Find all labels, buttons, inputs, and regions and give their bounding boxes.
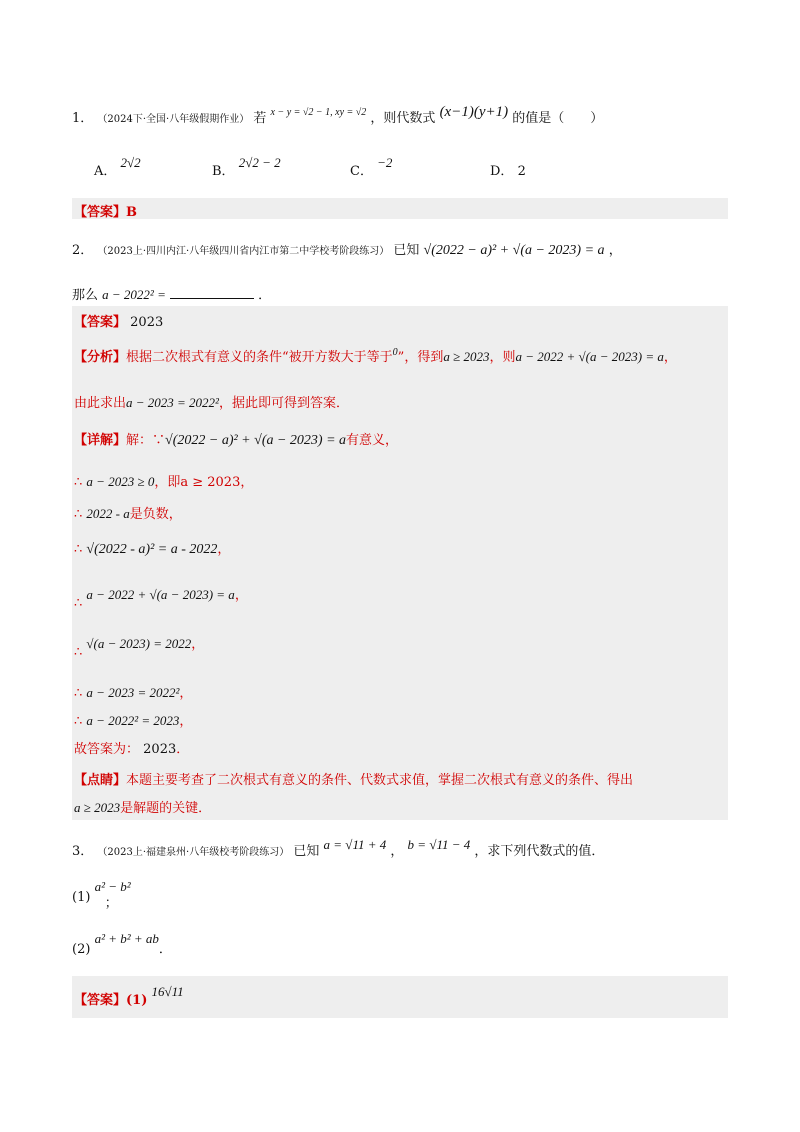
q2-find-line — [72, 284, 271, 303]
q2-answer-blank[interactable] — [170, 286, 254, 299]
therefore-symbol: ∴ — [74, 645, 83, 660]
q2-given-equation: √(2022 − a)² + √(a − 2023) = a — [423, 243, 605, 258]
therefore-symbol: ∴ — [74, 686, 83, 701]
detail-text: 有意义， — [346, 433, 399, 448]
q1-condition: x − y = √2 − 1, xy = √2 — [270, 107, 367, 118]
step-expr: a − 2022² = 2023 — [86, 713, 180, 728]
note-text: 是解题的关键． — [120, 801, 212, 816]
step-tail: ， — [191, 637, 205, 652]
step-tail: ， — [179, 714, 193, 729]
choice-letter: A． — [94, 164, 117, 179]
q2-step-4 — [74, 584, 248, 611]
q2-step-5 — [74, 633, 205, 660]
final-value: 2023 — [143, 742, 177, 757]
q1-answer — [74, 201, 137, 220]
step-expr: √(2022 - a)² = a - 2022 — [86, 542, 218, 557]
q2-final-answer — [74, 738, 189, 757]
note-tag: 【点睛】 — [74, 773, 127, 788]
analysis-expr: a − 2022 + √(a − 2023) = a — [515, 349, 664, 364]
analysis-text: ， — [663, 350, 677, 365]
q2-step-2 — [74, 503, 182, 522]
choice-value: 2√2 — [120, 155, 141, 170]
q2-step-7 — [74, 710, 192, 729]
q2-line — [72, 239, 622, 259]
step-tail: ， — [234, 588, 248, 603]
comma: ， — [608, 243, 622, 258]
step-expr: a − 2022 + √(a − 2023) = a — [86, 587, 235, 602]
part-expr: a² + b² + ab — [94, 931, 159, 946]
detail-text: 解：∵ — [126, 433, 166, 448]
choice-value: 2 — [517, 164, 526, 179]
q2-known: 已知 — [393, 243, 420, 258]
q1-number: 1． — [72, 111, 94, 126]
answer-value: 2023 — [130, 315, 164, 330]
q2-detail-line — [74, 429, 398, 449]
q2-note-line-1 — [74, 769, 633, 788]
q3-ask: ，求下列代数式的值． — [474, 844, 605, 859]
q3-part-2 — [72, 931, 172, 957]
q1-source: （2024下·全国·八年级假期作业） — [97, 114, 250, 125]
analysis-text: 根据二次根式有意义的条件“被开方数大于等于 — [126, 350, 393, 365]
answer-tag: 【答案】 — [74, 205, 127, 220]
q3-b-value: b = √11 − 4 — [407, 837, 471, 852]
analysis-text: ，据此即可得到答案． — [218, 396, 349, 411]
q3-line — [72, 837, 605, 859]
choice-letter: C． — [350, 164, 373, 179]
q3-answer — [74, 984, 184, 1008]
step-tail: 是负数， — [129, 507, 182, 522]
q2-step-6 — [74, 682, 192, 701]
q1-if: 若 — [253, 111, 267, 126]
analysis-text: ，则 — [489, 350, 516, 365]
step-tail: ，即a ≥ 2023， — [154, 475, 254, 490]
detail-expr: √(2022 − a)² + √(a − 2023) = a — [165, 433, 347, 448]
analysis-text: ”，得到 — [397, 350, 444, 365]
step-tail: ， — [217, 542, 231, 557]
step-expr: a − 2023 = 2022² — [86, 685, 180, 700]
q2-find-expr: a − 2022² = — [102, 287, 166, 302]
q2-step-3 — [74, 538, 230, 558]
choice-letter: D． — [490, 164, 514, 179]
analysis-expr: a ≥ 2023 — [443, 349, 490, 364]
part-tail: ． — [158, 942, 172, 957]
choice-value: −2 — [377, 155, 393, 170]
q1-choice-c[interactable] — [350, 155, 393, 179]
step-tail: ， — [179, 686, 193, 701]
choice-letter: B． — [212, 164, 235, 179]
part-tail: ； — [104, 896, 118, 911]
therefore-symbol: ∴ — [74, 475, 83, 490]
separator: ， — [390, 844, 404, 859]
q1-answer-band — [72, 198, 728, 219]
q1-ask: 的值是（ ） — [512, 111, 604, 126]
q1-expression: (x−1)(y+1) — [439, 104, 509, 120]
q3-number: 3． — [72, 844, 94, 859]
answer-value: 16√11 — [151, 984, 184, 999]
q2-source: （2023上·四川内江·八年级四川省内江市第二中学校考阶段练习） — [97, 246, 390, 257]
answer-tag: 【答案】 — [74, 993, 127, 1008]
q2-note-line-2 — [74, 797, 211, 816]
answer-value: B — [126, 205, 138, 220]
analysis-tag: 【分析】 — [74, 350, 127, 365]
note-expr: a ≥ 2023 — [74, 800, 121, 815]
final-label: 故答案为： — [74, 742, 140, 757]
q2-answer — [74, 311, 163, 330]
therefore-symbol: ∴ — [74, 507, 83, 522]
part-label: (1) — [72, 890, 91, 905]
note-text: 本题主要考查了二次根式有意义的条件、代数式求值，掌握二次根式有意义的条件、得出 — [126, 773, 634, 788]
q2-analysis-line-1 — [74, 346, 677, 365]
therefore-symbol: ∴ — [74, 542, 83, 557]
step-expr: 2022 - a — [86, 506, 130, 521]
step-expr: a − 2023 ≥ 0 — [86, 474, 155, 489]
q1-choice-d[interactable] — [490, 160, 526, 179]
analysis-zero: 0 — [392, 347, 398, 358]
q1-choice-b[interactable] — [212, 155, 281, 179]
analysis-expr: a − 2023 = 2022² — [126, 395, 219, 410]
final-dot: ． — [176, 742, 190, 757]
q2-number: 2． — [72, 243, 94, 258]
therefore-symbol: ∴ — [74, 596, 83, 611]
q3-part-1 — [72, 879, 148, 911]
step-expr: √(a − 2023) = 2022 — [86, 636, 192, 651]
q3-known: 已知 — [293, 844, 320, 859]
detail-tag: 【详解】 — [74, 433, 127, 448]
analysis-text: 由此求出 — [74, 396, 127, 411]
answer-label: (1) — [126, 993, 148, 1008]
period: ． — [258, 288, 272, 303]
q1-choice-a[interactable] — [94, 155, 141, 179]
q1-line — [72, 104, 604, 127]
q1-mid: ，则代数式 — [370, 111, 436, 126]
q2-analysis-line-2 — [74, 392, 349, 411]
q3-source: （2023上·福建泉州·八年级校考阶段练习） — [97, 847, 290, 858]
therefore-symbol: ∴ — [74, 714, 83, 729]
q3-a-value: a = √11 + 4 — [323, 837, 387, 852]
answer-tag: 【答案】 — [74, 315, 127, 330]
q2-step-1 — [74, 471, 253, 490]
choice-value: 2√2 − 2 — [238, 155, 281, 170]
part-label: (2) — [72, 942, 91, 957]
part-expr: a² − b² — [94, 879, 131, 894]
q2-then: 那么 — [72, 288, 99, 303]
